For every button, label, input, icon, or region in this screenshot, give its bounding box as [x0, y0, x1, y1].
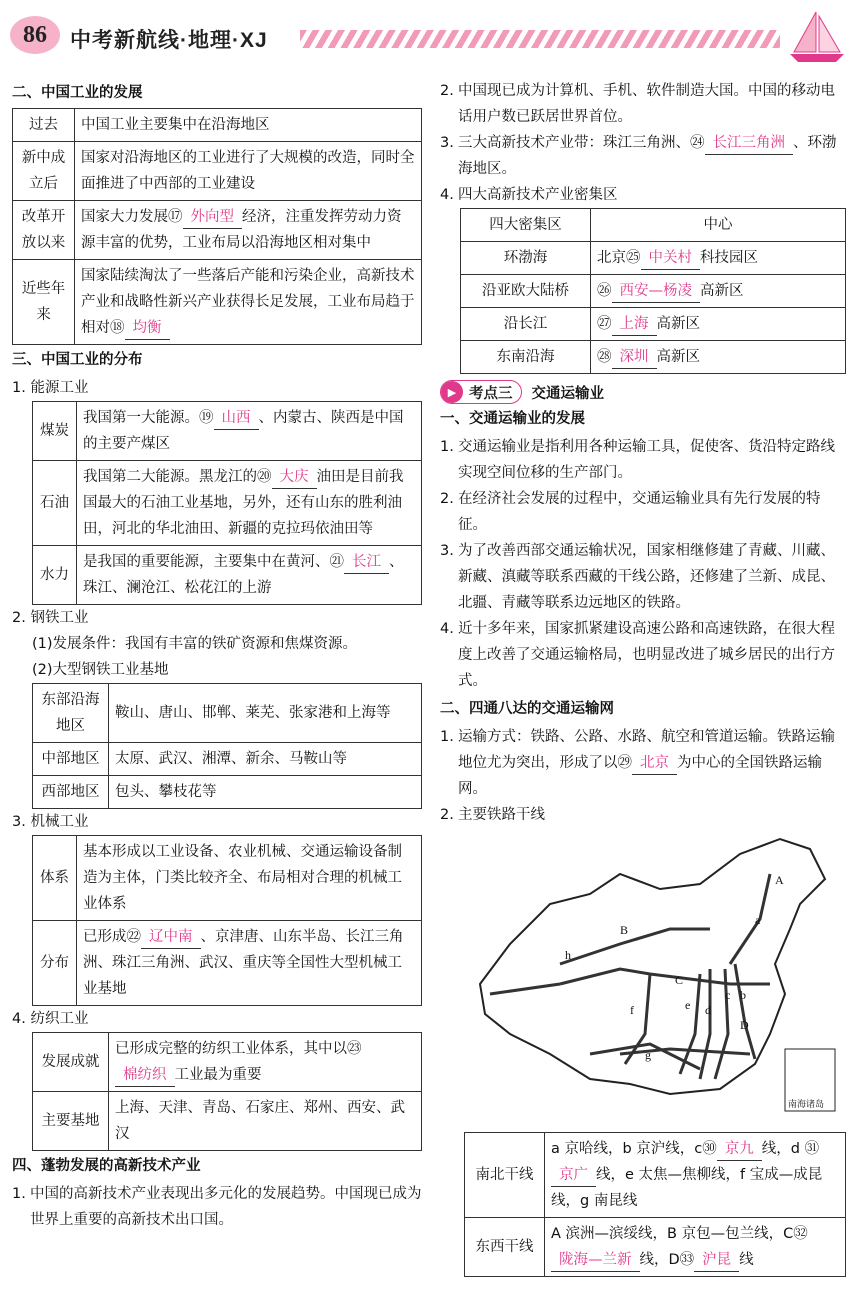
inset-label: 南海诸岛	[788, 1100, 825, 1110]
row-text: 国家对沿海地区的工业进行了大规模的改造，同时全面推进了中西部的工业建设	[75, 142, 422, 201]
row-text: 包头、攀枝花等	[109, 776, 422, 809]
answer-blank: 陇海—兰新	[551, 1249, 640, 1272]
answer-blank: 大庆	[272, 466, 317, 489]
row-key: 东南沿海	[461, 341, 591, 374]
answer-blank: 均衡	[125, 317, 170, 340]
text-part: 、京津唐、山东半岛、长江三角洲、珠江三角洲、武汉、重庆等全国性大型机械工业基地	[83, 929, 404, 997]
text-part: ㉗	[597, 316, 612, 332]
row-text: 中国工业主要集中在沿海地区	[75, 109, 422, 142]
answer-blank: 长江	[344, 551, 389, 574]
answer-blank: 京九	[717, 1138, 762, 1161]
row-text	[591, 308, 846, 341]
table-row	[461, 275, 846, 308]
right-column	[440, 78, 848, 1277]
item-text	[458, 130, 848, 182]
row-key: 近些年来	[13, 260, 75, 345]
table-row	[33, 743, 422, 776]
text-part: 线，D㉝	[639, 1252, 695, 1268]
map-label: a	[755, 913, 761, 927]
item-text	[458, 724, 848, 802]
item-text: 近十多年来，国家抓紧建设高速公路和高速铁路，在很大程度上改善了交通运输格局，也明显改进了城乡居民的出行方式。	[458, 621, 835, 689]
text-part: 、内蒙古、陕西是中国的主要产煤区	[83, 410, 404, 452]
map-label: c	[725, 988, 731, 1002]
row-text	[77, 921, 422, 1006]
text-part: a 京哈线，b 京沪线，c㉚	[551, 1141, 717, 1157]
list-item	[440, 724, 848, 802]
row-text: 上海、天津、青岛、石家庄、郑州、西安、武汉	[109, 1092, 422, 1151]
row-key: 中部地区	[33, 743, 109, 776]
steel-table	[32, 683, 422, 809]
item-text: 中国的高新技术产业表现出多元化的发展趋势。中国现已成为世界上重要的高新技术出口国。	[30, 1186, 422, 1228]
text-part: 、环渤海地区。	[458, 135, 837, 177]
row-text	[77, 461, 422, 546]
row-key: 东西干线	[465, 1218, 545, 1277]
row-text	[591, 341, 846, 374]
table-row	[33, 776, 422, 809]
railway-map	[440, 834, 848, 1124]
item-number: 4.	[440, 187, 454, 203]
item-number: 2.	[440, 83, 454, 99]
section-title: 四、蓬勃发展的高新技术产业	[12, 1158, 201, 1174]
hightech-zone-table	[460, 208, 846, 374]
row-text	[591, 275, 846, 308]
section-title: 一、交通运输业的发展	[440, 411, 585, 427]
row-text	[109, 1033, 422, 1092]
sub-heading: 1. 能源工业	[12, 380, 89, 396]
item-text: 在经济社会发展的过程中，交通运输业具有先行发展的特征。	[458, 491, 821, 533]
row-text: 基本形成以工业设备、农业机械、交通运输设备制造为主体，门类比较齐全、布局相对合理的机械工业体系	[77, 836, 422, 921]
row-key: 煤炭	[33, 402, 77, 461]
row-key: 新中成立后	[13, 142, 75, 201]
answer-blank: 长江三角洲	[705, 132, 794, 155]
row-key: 沿亚欧大陆桥	[461, 275, 591, 308]
text-part: 我国第一大能源。⑲	[83, 410, 214, 426]
table-row	[461, 308, 846, 341]
map-label: C	[675, 973, 684, 987]
col-header: 四大密集区	[461, 209, 591, 242]
text-part: 为中心的全国铁路运输网。	[458, 755, 822, 797]
page-header	[0, 0, 860, 70]
text-part: 我国第二大能源。黑龙江的⑳	[83, 469, 272, 485]
table-row	[13, 142, 422, 201]
item-number: 1.	[440, 439, 454, 455]
answer-blank: 外向型	[183, 206, 243, 229]
answer-blank: 京广	[551, 1164, 596, 1187]
table-header	[461, 209, 846, 242]
row-text	[545, 1133, 846, 1218]
row-key: 过去	[13, 109, 75, 142]
row-key: 改革开放以来	[13, 201, 75, 260]
text-part: 运输方式：铁路、公路、水路、航空和管道运输。铁路运输地位尤为突出，形成了以㉙	[458, 729, 835, 771]
steel-condition: (1)发展条件：我国有丰富的铁矿资源和焦煤资源。	[32, 636, 358, 652]
table-row	[13, 201, 422, 260]
item-text: 中国现已成为计算机、手机、软件制造大国。中国的移动电话用户数已跃居世界首位。	[458, 83, 835, 125]
list-item	[440, 130, 848, 182]
table-row	[33, 1033, 422, 1092]
item-text: 四大高新技术产业密集区	[458, 187, 618, 203]
industry-development-table	[12, 108, 422, 345]
table-row	[461, 242, 846, 275]
table-row	[465, 1218, 846, 1277]
row-key: 水力	[33, 546, 77, 605]
text-part: 、珠江、澜沧江、松花江的上游	[83, 554, 404, 596]
text-part: 工业最为重要	[174, 1067, 262, 1083]
text-part: 高新区	[656, 316, 700, 332]
text-part: 三大高新技术产业带：珠江三角洲、㉔	[458, 135, 705, 151]
textile-table	[32, 1032, 422, 1151]
item-number: 1.	[12, 1186, 26, 1202]
list-item	[440, 616, 848, 694]
text-part: ㉘	[597, 349, 612, 365]
text-part: 已形成㉒	[83, 929, 141, 945]
section-title: 二、中国工业的发展	[12, 85, 143, 101]
section-title: 三、中国工业的分布	[12, 352, 143, 368]
item-number: 3.	[440, 135, 454, 151]
answer-blank: 中关村	[641, 247, 701, 270]
play-icon: ▶	[441, 381, 463, 403]
machinery-table	[32, 835, 422, 1006]
row-key: 沿长江	[461, 308, 591, 341]
item-text: 交通运输业是指利用各种运输工具，促使客、货沿特定路线实现空间位移的生产部门。	[458, 439, 835, 481]
map-label: B	[620, 923, 629, 937]
table-row	[461, 341, 846, 374]
badge-label: 考点三	[469, 385, 513, 402]
row-key: 分布	[33, 921, 77, 1006]
row-key: 环渤海	[461, 242, 591, 275]
row-text: 鞍山、唐山、邯郸、莱芜、张家港和上海等	[109, 684, 422, 743]
text-part: 经济，注重发挥劳动力资源丰富的优势，工业布局以沿海地区相对集中	[81, 209, 402, 251]
row-key: 发展成就	[33, 1033, 109, 1092]
table-row	[33, 546, 422, 605]
row-key: 东部沿海地区	[33, 684, 109, 743]
table-row	[13, 109, 422, 142]
table-row	[33, 402, 422, 461]
row-key: 西部地区	[33, 776, 109, 809]
sub-heading: 3. 机械工业	[12, 814, 89, 830]
row-text	[75, 260, 422, 345]
table-row	[33, 1092, 422, 1151]
answer-blank: 棉纺织	[115, 1064, 175, 1087]
answer-blank: 北京	[632, 752, 677, 775]
item-number: 4.	[440, 621, 454, 637]
answer-blank: 辽中南	[141, 926, 201, 949]
row-key: 南北干线	[465, 1133, 545, 1218]
map-label: A	[775, 873, 784, 887]
page-number: 86	[10, 16, 60, 54]
table-row	[33, 921, 422, 1006]
item-number: 2.	[440, 807, 454, 823]
map-label: e	[685, 998, 691, 1012]
row-text	[75, 201, 422, 260]
row-text: 太原、武汉、湘潭、新余、马鞍山等	[109, 743, 422, 776]
table-row	[33, 836, 422, 921]
book-title: 中考新航线·地理·XJ	[70, 29, 268, 52]
row-key: 体系	[33, 836, 77, 921]
answer-blank: 山西	[214, 407, 259, 430]
row-text	[77, 402, 422, 461]
item-text: 主要铁路干线	[458, 807, 545, 823]
section-title: 二、四通八达的交通运输网	[440, 701, 614, 717]
text-part: 科技园区	[700, 250, 758, 266]
text-part: 国家陆续淘汰了一些落后产能和污染企业，高新技术产业和战略性新兴产业获得长足发展，工业布局趋于相对⑱	[81, 268, 415, 336]
text-part: 线	[739, 1252, 754, 1268]
row-key: 主要基地	[33, 1092, 109, 1151]
key-point-title: 交通运输业	[531, 385, 604, 402]
item-text: 为了改善西部交通运输状况，国家相继修建了青藏、川藏、新藏、滇藏等联系西藏的干线公路，还修建了兰新、成昆、北疆、青藏等联系边远地区的铁路。	[458, 543, 835, 611]
left-column	[12, 78, 422, 1233]
item-number: 3.	[440, 543, 454, 559]
text-part: 高新区	[700, 283, 744, 299]
text-part: 已形成完整的纺织工业体系，其中以㉓	[115, 1041, 362, 1057]
table-row	[33, 684, 422, 743]
sub-heading: 2. 钢铁工业	[12, 610, 89, 626]
answer-blank: 上海	[612, 313, 657, 336]
decorative-stripe	[300, 30, 780, 48]
map-label: D	[740, 1018, 749, 1032]
key-point-heading	[440, 380, 848, 404]
col-header: 中心	[591, 209, 846, 242]
text-part: 线，e 太焦—焦柳线，f 宝成—成昆线，g 南昆线	[551, 1167, 823, 1209]
energy-table	[32, 401, 422, 605]
list-item	[440, 802, 848, 828]
text-part: A 滨洲—滨绥线，B 京包—包兰线，C㉜	[551, 1226, 808, 1242]
map-label: g	[645, 1048, 651, 1062]
sailboat-icon	[786, 8, 848, 64]
map-label: h	[565, 948, 571, 962]
text-part: 油田是目前我国最大的石油工业基地，另外，还有山东的胜利油田，河北的华北油田、新疆的克拉玛依油田等	[83, 469, 404, 537]
answer-blank: 深圳	[612, 346, 657, 369]
row-text	[545, 1218, 846, 1277]
table-row	[13, 260, 422, 345]
text-part: ㉖	[597, 283, 612, 299]
answer-blank: 沪昆	[694, 1249, 739, 1272]
row-key: 石油	[33, 461, 77, 546]
list-item	[440, 434, 848, 486]
list-item	[440, 538, 848, 616]
text-part: 线，d ㉛	[761, 1141, 820, 1157]
railway-table	[464, 1132, 846, 1277]
sub-heading: 4. 纺织工业	[12, 1011, 89, 1027]
text-part: 北京㉕	[597, 250, 641, 266]
item-number: 2.	[440, 491, 454, 507]
text-part: 是我国的重要能源，主要集中在黄河、㉑	[83, 554, 344, 570]
list-item	[440, 182, 848, 208]
steel-base-heading: (2)大型钢铁工业基地	[32, 662, 169, 678]
table-row	[33, 461, 422, 546]
map-label: b	[740, 988, 746, 1002]
table-row	[465, 1133, 846, 1218]
row-text	[77, 546, 422, 605]
list-item	[440, 486, 848, 538]
china-outline-map	[470, 834, 840, 1119]
map-label: d	[705, 1003, 711, 1017]
row-text	[591, 242, 846, 275]
key-point-badge	[440, 380, 522, 404]
text-part: 高新区	[656, 349, 700, 365]
answer-blank: 西安—杨凌	[612, 280, 701, 303]
text-part: 国家大力发展⑰	[81, 209, 183, 225]
item-number: 1.	[440, 729, 454, 745]
list-item	[440, 78, 848, 130]
map-label: f	[630, 1003, 634, 1017]
list-item	[12, 1181, 422, 1233]
